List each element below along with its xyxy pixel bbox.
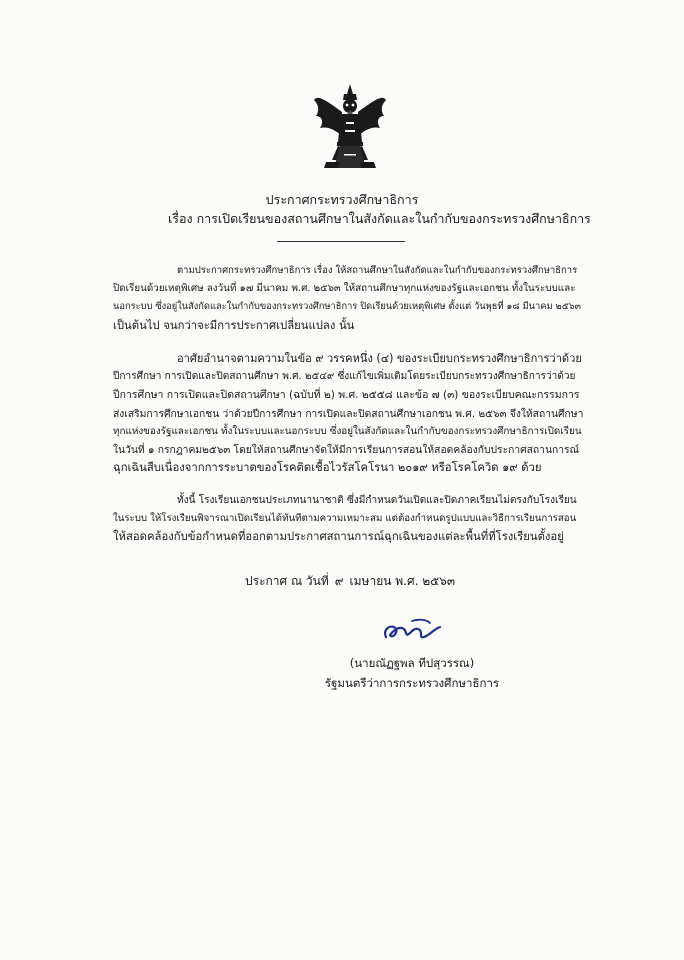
paragraph-line: ในระบบ ให้โรงเรียนพิจารณาเปิดเรียนได้ทันทีตามความเหมาะสม แต่ต้องกำหนดรูปแบบและวิธีการเรียนการสอน	[113, 513, 577, 525]
paragraph-line: ให้สอดคล้องกับข้อกำหนดที่ออกตามประกาศสถานการณ์ฉุกเฉินของแต่ละพื้นที่ที่โรงเรียนตั้งอยู่	[113, 530, 564, 544]
title-divider	[277, 241, 405, 242]
paragraph-3	[113, 492, 583, 547]
paragraph-line: ปีการศึกษา การเปิดและปิดสถานศึกษา พ.ศ. ๒๕๔๙ ซึ่งแก้ไขเพิ่มเติมโดยระเบียบกระทรวงศึกษาธิการว่าด้วย	[113, 371, 576, 383]
paragraph-line: เป็นต้นไป จนกว่าจะมีการประกาศเปลี่ยนแปลง นั้น	[113, 318, 355, 332]
paragraph-line: ทุกแห่งของรัฐและเอกชน ทั้งในระบบและนอกระบบ ซึ่งอยู่ในสังกัดและในกำกับของกระทรวงศึกษาธิการเปิดเรียน	[113, 425, 582, 437]
paragraph-line: อาศัยอำนาจตามความในข้อ ๙ วรรคหนึ่ง (๔) ของระเบียบกระทรวงศึกษาธิการว่าด้วย	[177, 352, 582, 365]
signer-name: (นายณัฏฐพล ทีปสุวรรณ)	[349, 656, 475, 670]
paragraph-line: ตามประกาศกระทรวงศึกษาธิการ เรื่อง ให้สถานศึกษาในสังกัดและในกำกับของกระทรวงศึกษาธิการ	[177, 265, 578, 276]
date-prefix: ประกาศ ณ วันที่	[245, 574, 329, 588]
date-day: ๙	[334, 574, 344, 588]
paragraph-2	[113, 350, 583, 477]
date-month-year: เมษายน พ.ศ. ๒๕๖๓	[349, 574, 456, 588]
announcement-subject: เรื่อง การเปิดเรียนของสถานศึกษาในสังกัดและในกำกับของกระทรวงศึกษาธิการ	[168, 211, 591, 226]
garuda-emblem-icon	[310, 82, 390, 174]
paragraph-line: ปีการศึกษา การเปิดและปิดสถานศึกษา (ฉบับที่ ๒) พ.ศ. ๒๕๕๘ และข้อ ๗ (๓) ของระเบียบคณะกรรมการ	[113, 389, 580, 402]
signer-position: รัฐมนตรีว่าการกระทรวงศึกษาธิการ	[324, 676, 500, 690]
paragraph-1	[113, 262, 583, 335]
paragraph-line: ส่งเสริมการศึกษาเอกชน ว่าด้วยปีการศึกษา การเปิดและปิดสถานศึกษาเอกชน พ.ศ. ๒๕๖๓ จึงให้สถานศึกษา	[113, 407, 583, 420]
paragraph-line: นอกระบบ ซึ่งอยู่ในสังกัดและในกำกับของกระทรวงศึกษาธิการ ปิดเรียนด้วยเหตุพิเศษ ตั้งแต่ วันพุธที่ ๑๘ มีนาคม ๒๕๖๓	[113, 301, 581, 313]
announcement-date	[245, 572, 455, 590]
paragraph-line: ในวันที่ ๑ กรกฎาคม๒๕๖๓ โดยให้สถานศึกษาจัดให้มีการเรียนการสอนให้สอดคล้องกับประกาศสถานการณ์	[113, 444, 580, 457]
paragraph-line: ปิดเรียนด้วยเหตุพิเศษ ลงวันที่ ๑๗ มีนาคม พ.ศ. ๒๕๖๓ ให้สถานศึกษาทุกแห่งของรัฐและเอกชน ทั้งในระบบและ	[113, 283, 576, 295]
paragraph-line: ทั้งนี้ โรงเรียนเอกชนประเภทนานาชาติ ซึ่งมีกำหนดวันเปิดและปิดภาคเรียนไม่ตรงกับโรงเรียน	[177, 495, 577, 506]
paragraph-line: ฉุกเฉินสืบเนื่องจากการระบาดของโรคติดเชื้อไวรัสโคโรนา ๒๐๑๙ หรือโรคโควิด ๑๙ ด้วย	[113, 461, 542, 475]
signer-block	[307, 654, 517, 692]
signature-icon	[378, 615, 448, 651]
announcement-issuer: ประกาศกระทรวงศึกษาธิการ	[265, 192, 419, 207]
